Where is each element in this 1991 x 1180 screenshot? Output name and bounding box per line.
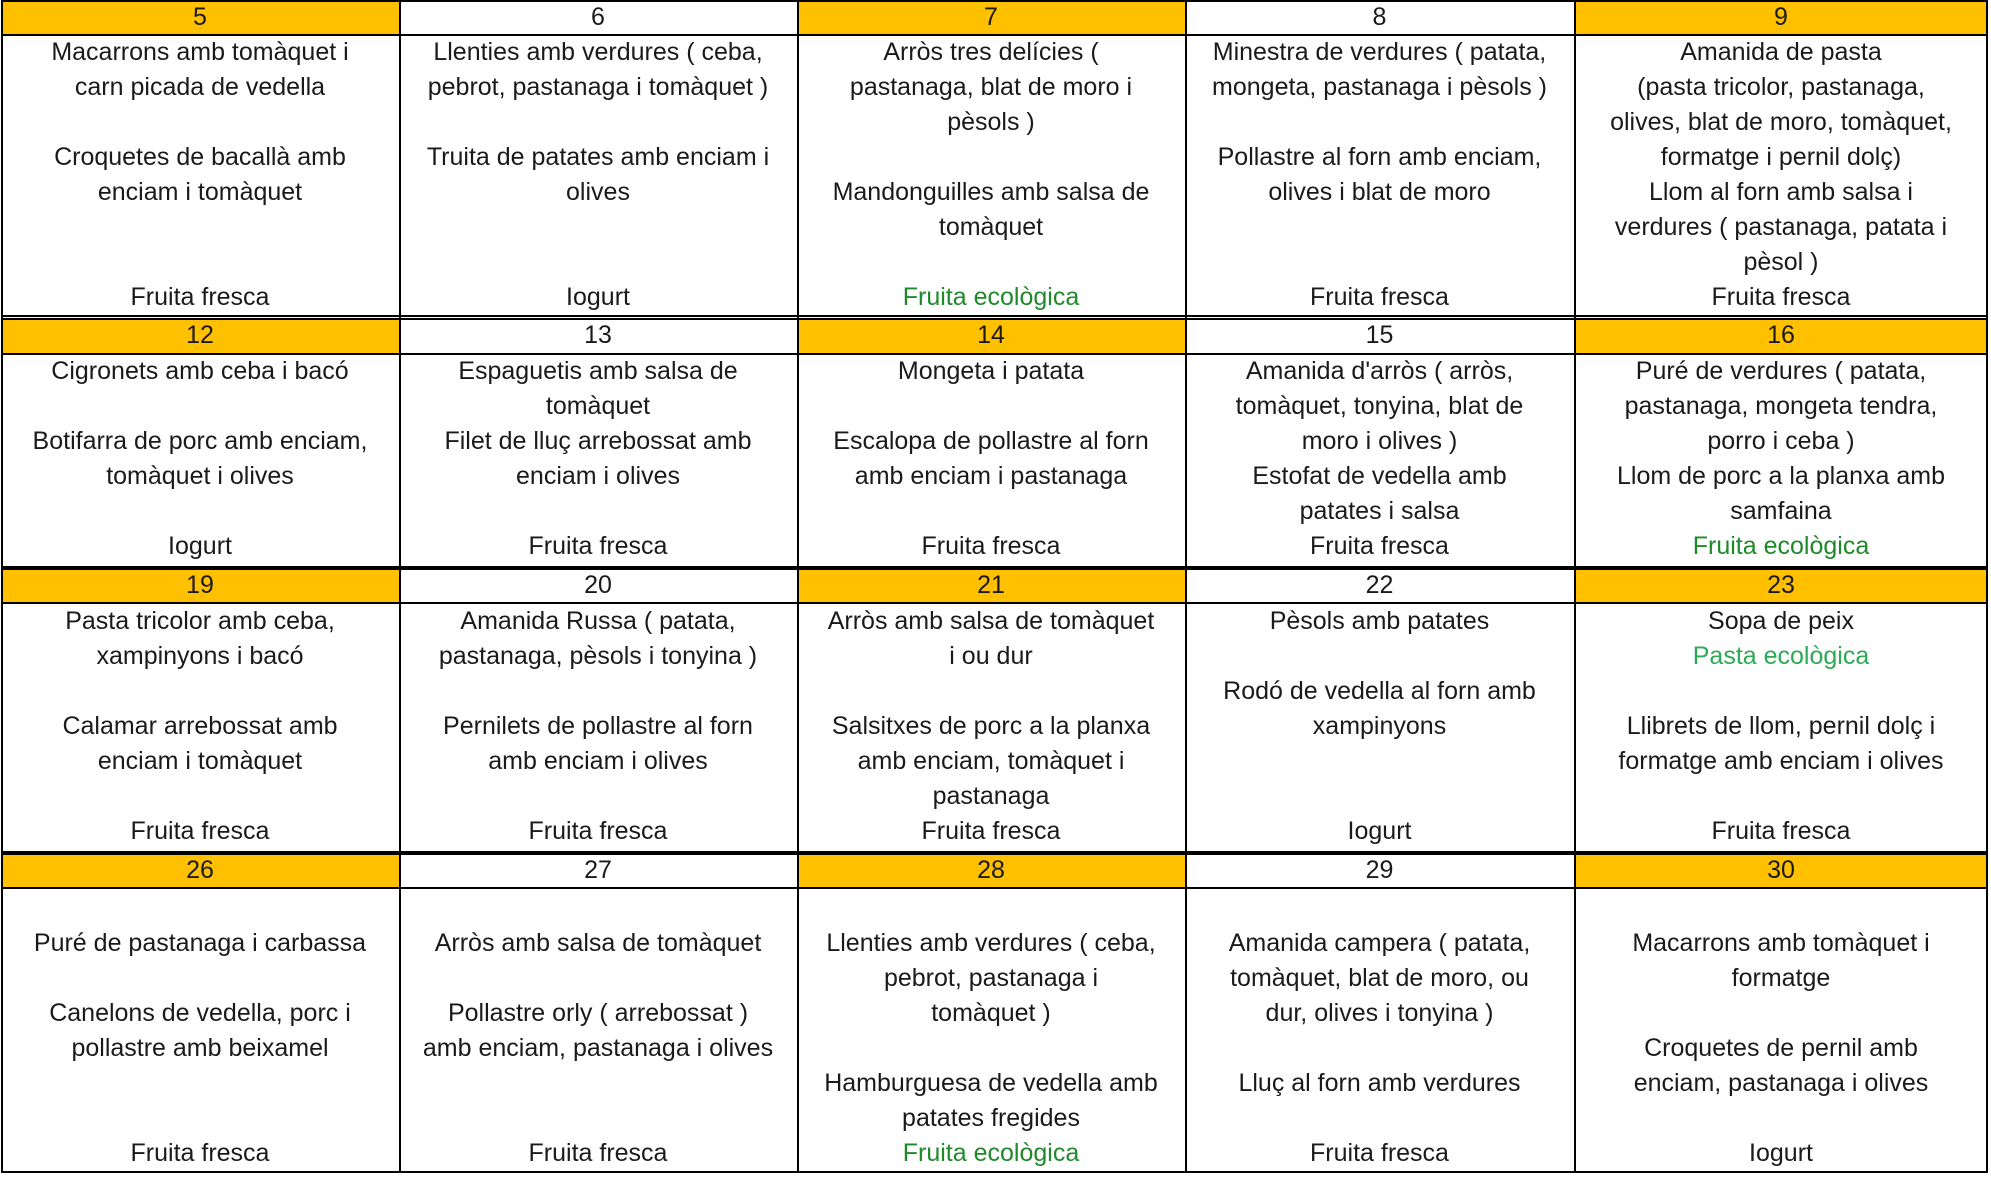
menu-line: pollastre amb beixamel xyxy=(71,1034,329,1062)
menu-line: enciam, pastanaga i olives xyxy=(1633,1069,1929,1097)
day-number: 29 xyxy=(1365,856,1394,884)
menu-line xyxy=(797,1031,1185,1066)
day-number: 26 xyxy=(1,853,399,887)
menu-line: tomàquet i olives xyxy=(106,462,294,490)
menu-line xyxy=(1185,105,1574,140)
menu-cell xyxy=(1185,603,1574,851)
menu-line: pastanaga xyxy=(932,782,1050,810)
day-number: 19 xyxy=(1,568,399,602)
menu-line: Truita de patates amb enciam i xyxy=(426,143,770,171)
menu-line: Pollastre orly ( arrebossat ) xyxy=(447,999,749,1027)
menu-line: formatge xyxy=(1731,964,1831,992)
menu-line: olives xyxy=(566,178,630,206)
menu-line xyxy=(1,210,399,245)
menu-line: olives, blat de moro, tomàquet, xyxy=(1610,108,1952,136)
menu-line: amb enciam, pastanaga i olives xyxy=(422,1034,774,1062)
menu-cell xyxy=(1185,888,1574,1173)
menu-cell xyxy=(1574,35,1988,315)
grid-row-line xyxy=(1,887,1988,889)
menu-line: Minestra de verdures ( patata, xyxy=(1212,38,1547,66)
menu-line: Mongeta i patata xyxy=(897,357,1085,385)
day-number: 7 xyxy=(797,0,1185,34)
grid-row-line xyxy=(1,1171,1988,1173)
menu-line: Macarrons amb tomàquet i xyxy=(51,38,349,66)
menu-line: i ou dur xyxy=(949,642,1033,670)
menu-line xyxy=(797,494,1185,529)
menu-line: amb enciam, tomàquet i xyxy=(857,747,1125,775)
menu-line xyxy=(399,674,797,709)
menu-line xyxy=(399,210,797,245)
menu-line: Calamar arrebossat amb xyxy=(62,712,338,740)
menu-line: pebrot, pastanaga i tomàquet ) xyxy=(427,73,769,101)
menu-line: Iogurt xyxy=(168,532,232,560)
menu-line xyxy=(1,1101,399,1136)
menu-line xyxy=(1,674,399,709)
menu-line: Fruita fresca xyxy=(130,1139,270,1167)
menu-line: Pollastre al forn amb enciam, xyxy=(1217,143,1542,171)
menu-line: patates i salsa xyxy=(1299,497,1460,525)
menu-line: Salsitxes de porc a la planxa xyxy=(831,712,1151,740)
grid-row-line xyxy=(1,568,1988,570)
menu-line: amb enciam i pastanaga xyxy=(854,462,1128,490)
menu-line: Fruita fresca xyxy=(1711,817,1851,845)
menu-line: Llom de porc a la planxa amb xyxy=(1617,462,1945,490)
eco-item: Fruita ecològica xyxy=(902,283,1080,311)
menu-cell xyxy=(1185,354,1574,566)
menu-line: xampinyons i bacó xyxy=(96,642,304,670)
menu-line xyxy=(1,389,399,424)
menu-line xyxy=(797,245,1185,280)
menu-line: Canelons de vedella, porc i xyxy=(49,999,351,1027)
day-number: 8 xyxy=(1372,3,1387,31)
menu-line: Sopa de peix xyxy=(1708,607,1854,635)
day-number: 6 xyxy=(591,3,605,31)
day-number: 16 xyxy=(1574,318,1988,353)
menu-line xyxy=(1,494,399,529)
menu-calendar xyxy=(1,0,1988,1173)
menu-line xyxy=(1185,639,1574,674)
menu-line: Puré de verdures ( patata, xyxy=(1635,357,1927,385)
menu-cell xyxy=(1574,888,1988,1173)
menu-line xyxy=(797,674,1185,709)
day-number: 28 xyxy=(797,853,1185,887)
menu-cell xyxy=(797,603,1185,851)
menu-line xyxy=(797,140,1185,175)
day-number: 23 xyxy=(1574,568,1988,602)
menu-line: Mandonguilles amb salsa de xyxy=(832,178,1150,206)
menu-line: Fruita fresca xyxy=(528,817,668,845)
menu-line: Llibrets de llom, pernil dolç i xyxy=(1626,712,1936,740)
menu-line: Amanida campera ( patata, xyxy=(1228,929,1531,957)
grid-row-line xyxy=(1,0,1988,2)
menu-line xyxy=(1,105,399,140)
menu-cell xyxy=(399,888,797,1173)
menu-line xyxy=(1,1066,399,1101)
menu-line: Escalopa de pollastre al forn xyxy=(833,427,1149,455)
menu-cell xyxy=(1,603,399,851)
menu-line: Estofat de vedella amb xyxy=(1252,462,1507,490)
menu-line: pastanaga, pèsols i tonyina ) xyxy=(438,642,758,670)
grid-row-line xyxy=(1,318,1988,320)
menu-line: Arròs amb salsa de tomàquet xyxy=(434,929,762,957)
grid-row-line xyxy=(1,34,1988,36)
menu-line: Llenties amb verdures ( ceba, xyxy=(826,929,1156,957)
menu-line: Fruita fresca xyxy=(1310,1139,1449,1167)
menu-line xyxy=(1,779,399,814)
grid-col-line xyxy=(1,0,3,1173)
menu-line: tomàquet, tonyina, blat de xyxy=(1235,392,1524,420)
menu-line xyxy=(1185,1031,1574,1066)
menu-line xyxy=(1574,779,1988,814)
day-number: 12 xyxy=(1,318,399,353)
menu-line: Llenties amb verdures ( ceba, xyxy=(433,38,763,66)
menu-cell xyxy=(797,354,1185,566)
menu-line: pèsols ) xyxy=(947,108,1035,136)
menu-line xyxy=(1185,245,1574,280)
menu-line xyxy=(1574,674,1988,709)
eco-item: Pasta ecològica xyxy=(1692,642,1870,670)
day-number: 13 xyxy=(584,321,612,349)
menu-line: tomàquet ) xyxy=(931,999,1051,1027)
day-number: 21 xyxy=(797,568,1185,602)
menu-line: Llom al forn amb salsa i xyxy=(1648,178,1913,206)
menu-line: Iogurt xyxy=(1749,1139,1813,1167)
grid-row-line xyxy=(1,315,1988,317)
menu-line: Fruita fresca xyxy=(528,1139,668,1167)
menu-line: Rodó de vedella al forn amb xyxy=(1223,677,1536,705)
menu-line: Iogurt xyxy=(1347,817,1412,845)
menu-line xyxy=(1574,1101,1988,1136)
menu-line: Fruita fresca xyxy=(1310,283,1449,311)
menu-cell xyxy=(1574,603,1988,851)
menu-line: patates fregides xyxy=(902,1104,1080,1132)
menu-line xyxy=(797,389,1185,424)
grid-col-line xyxy=(1574,0,1576,1173)
grid-row-line xyxy=(1,853,1988,855)
day-number: 30 xyxy=(1574,853,1988,887)
menu-line: xampinyons xyxy=(1312,712,1447,740)
menu-line: (pasta tricolor, pastanaga, xyxy=(1637,73,1925,101)
menu-line: dur, olives i tonyina ) xyxy=(1265,999,1494,1027)
menu-line xyxy=(1185,210,1574,245)
menu-line: amb enciam i olives xyxy=(488,747,708,775)
menu-line: tomàquet xyxy=(938,213,1044,241)
menu-line xyxy=(399,1101,797,1136)
menu-line: olives i blat de moro xyxy=(1268,178,1491,206)
menu-cell xyxy=(1,354,399,566)
menu-line: Espaguetis amb salsa de xyxy=(458,357,738,385)
menu-line: pèsol ) xyxy=(1743,248,1819,276)
menu-line: Pèsols amb patates xyxy=(1269,607,1490,635)
menu-line xyxy=(399,245,797,280)
day-number: 15 xyxy=(1365,321,1394,349)
menu-line: moro i olives ) xyxy=(1301,427,1458,455)
menu-line: carn picada de vedella xyxy=(74,73,326,101)
menu-line xyxy=(1185,744,1574,779)
day-number: 22 xyxy=(1365,571,1394,599)
menu-cell xyxy=(399,603,797,851)
menu-line: formatge i pernil dolç) xyxy=(1660,143,1902,171)
menu-line: porro i ceba ) xyxy=(1707,427,1855,455)
day-number: 20 xyxy=(584,571,612,599)
grid-col-line xyxy=(1185,0,1187,1173)
grid-col-line xyxy=(797,0,799,1173)
menu-line: Amanida de pasta xyxy=(1680,38,1882,66)
menu-line: verdures ( pastanaga, patata i xyxy=(1614,213,1948,241)
day-number: 14 xyxy=(797,318,1185,353)
menu-line: Macarrons amb tomàquet i xyxy=(1632,929,1930,957)
menu-line xyxy=(1,245,399,280)
menu-line: Cigronets amb ceba i bacó xyxy=(51,357,349,385)
menu-line: Fruita fresca xyxy=(921,532,1061,560)
grid-row-line xyxy=(1,353,1988,355)
menu-cell xyxy=(797,35,1185,315)
menu-line: Fruita fresca xyxy=(1711,283,1851,311)
menu-line: Lluç al forn amb verdures xyxy=(1238,1069,1521,1097)
menu-line: Filet de lluç arrebossat amb xyxy=(444,427,752,455)
menu-line: Arròs tres delícies ( xyxy=(883,38,1099,66)
menu-line: mongeta, pastanaga i pèsols ) xyxy=(1212,73,1547,101)
menu-line: Botifarra de porc amb enciam, xyxy=(32,427,368,455)
menu-line xyxy=(1185,1101,1574,1136)
menu-line: Fruita fresca xyxy=(528,532,668,560)
menu-line: tomàquet, blat de moro, ou xyxy=(1230,964,1529,992)
menu-line xyxy=(399,105,797,140)
menu-line xyxy=(399,961,797,996)
menu-line: Amanida Russa ( patata, xyxy=(460,607,736,635)
grid-col-line xyxy=(1986,0,1988,1173)
menu-line xyxy=(399,494,797,529)
menu-line: enciam i tomàquet xyxy=(97,178,303,206)
eco-item: Fruita ecològica xyxy=(1692,532,1870,560)
menu-line: Fruita fresca xyxy=(1310,532,1449,560)
menu-line: samfaina xyxy=(1730,497,1832,525)
menu-line: Iogurt xyxy=(566,283,630,311)
menu-line: Fruita fresca xyxy=(921,817,1061,845)
menu-line: tomàquet xyxy=(545,392,651,420)
menu-cell xyxy=(1,888,399,1173)
menu-line: Hamburguesa de vedella amb xyxy=(824,1069,1158,1097)
menu-cell xyxy=(1,35,399,315)
menu-line: Fruita fresca xyxy=(130,817,270,845)
day-number: 9 xyxy=(1574,0,1988,34)
menu-line: Arròs amb salsa de tomàquet xyxy=(827,607,1155,635)
grid-col-line xyxy=(399,0,401,1173)
menu-line xyxy=(1185,779,1574,814)
menu-line xyxy=(1,961,399,996)
day-number: 5 xyxy=(1,0,399,34)
menu-cell xyxy=(399,35,797,315)
menu-line: pastanaga, blat de moro i xyxy=(849,73,1133,101)
menu-line: pastanaga, mongeta tendra, xyxy=(1624,392,1938,420)
menu-line: Croquetes de bacallà amb xyxy=(54,143,346,171)
menu-cell xyxy=(1185,35,1574,315)
day-number: 27 xyxy=(584,856,612,884)
menu-line: enciam i tomàquet xyxy=(97,747,303,775)
menu-line: Fruita fresca xyxy=(130,283,270,311)
eco-item: Fruita ecològica xyxy=(902,1139,1080,1167)
menu-line: Pernilets de pollastre al forn xyxy=(443,712,753,740)
menu-line xyxy=(399,779,797,814)
menu-cell xyxy=(399,354,797,566)
menu-cell xyxy=(1574,354,1988,566)
menu-line: formatge amb enciam i olives xyxy=(1618,747,1944,775)
menu-line: Pasta tricolor amb ceba, xyxy=(65,607,335,635)
menu-line xyxy=(399,1066,797,1101)
grid-row-line xyxy=(1,602,1988,604)
menu-line: pebrot, pastanaga i xyxy=(883,964,1099,992)
menu-line: Puré de pastanaga i carbassa xyxy=(33,929,367,957)
menu-line: Croquetes de pernil amb xyxy=(1644,1034,1918,1062)
menu-line: Amanida d'arròs ( arròs, xyxy=(1245,357,1514,385)
menu-line: enciam i olives xyxy=(516,462,680,490)
menu-cell xyxy=(797,888,1185,1173)
menu-line xyxy=(1574,996,1988,1031)
